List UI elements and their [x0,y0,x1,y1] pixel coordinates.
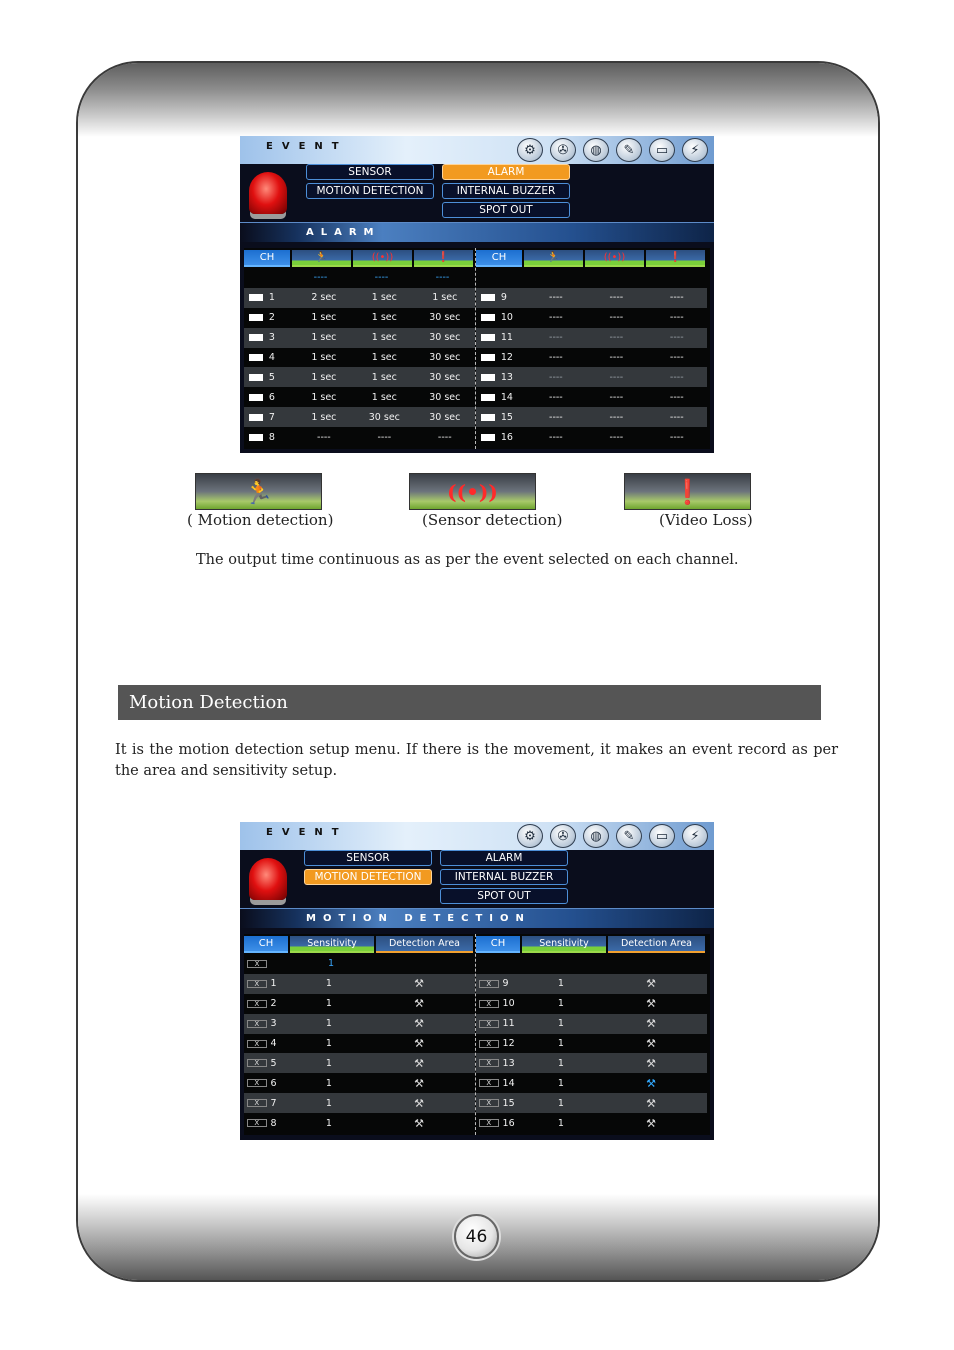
row-checkbox[interactable] [481,434,495,441]
motion-detection-caption: ( Motion detection) [187,511,334,529]
alarm-table [244,248,710,449]
row-checkbox[interactable] [481,374,495,381]
row-checkbox[interactable]: X [247,960,267,968]
table-header [476,250,707,267]
section-heading: Motion Detection [118,685,821,720]
wrench-icon[interactable]: ⚒ [414,1056,424,1070]
event-menu [306,164,572,220]
table-row: 4 1 sec 1 sec 30 sec [244,348,475,368]
table-row: X 15 1 ⚒ [476,1093,707,1113]
motion-person-icon: 🏃 [195,473,322,510]
table-row: X 6 1 ⚒ [244,1073,475,1093]
motion-table [244,934,710,1135]
sensor-button[interactable]: SENSOR [306,164,434,180]
table-row: 9 ---- ---- ---- [476,288,707,308]
sensor-icon: ((•)) [409,473,536,510]
section-label: MOTION DETECTION [306,913,531,924]
table-row: 15 ---- ---- ---- [476,407,707,427]
video-loss-icon: ❗ [646,250,705,267]
page-number: 46 [454,1214,499,1259]
table-header [244,936,475,953]
title-bar [240,136,714,164]
table-row: 7 1 sec 30 sec 30 sec [244,407,475,427]
alarm-button[interactable]: ALARM [442,164,570,180]
screen-title: EVENT [266,827,348,838]
summary-video[interactable]: ---- [435,272,450,284]
motion-person-icon: 🏃 [292,250,351,267]
table-row: 11 ---- ---- ---- [476,328,707,348]
ch-header: CH [476,250,522,267]
row-checkbox[interactable]: X [247,1020,267,1028]
wrench-icon[interactable]: ⚒ [646,1076,656,1090]
motion-rows-left [244,954,475,1133]
table-row: 10 ---- ---- ---- [476,308,707,328]
alarm-screen [240,136,714,453]
wrench-icon[interactable]: ⚒ [646,1037,656,1050]
table-row: 14 ---- ---- ---- [476,387,707,407]
wrench-icon[interactable]: ⚒ [646,1056,656,1070]
table-row: X 9 1 ⚒ [476,974,707,994]
wrench-icon[interactable]: ⚒ [414,1076,424,1090]
internal-buzzer-button[interactable]: INTERNAL BUZZER [440,869,568,885]
video-loss-caption: (Video Loss) [659,511,753,529]
table-row: 13 ---- ---- ---- [476,367,707,387]
globe-icon[interactable]: ◍ [583,824,609,848]
motion-rows-right [476,954,707,1133]
video-loss-icon: ❗ [414,250,473,267]
row-checkbox[interactable] [249,294,263,301]
reel-icon[interactable]: ✇ [550,824,576,848]
motion-person-icon: 🏃 [524,250,583,267]
row-checkbox[interactable]: X [479,1119,499,1127]
row-checkbox[interactable] [481,294,495,301]
table-row: 12 ---- ---- ---- [476,348,707,368]
summary-row [244,954,475,974]
alarm-button[interactable]: ALARM [440,850,568,866]
alarm-rows-left [244,268,475,447]
sensor-detection-caption: (Sensor detection) [422,511,563,529]
table-row: X 7 1 ⚒ [244,1093,475,1113]
spot-out-button[interactable]: SPOT OUT [442,202,570,218]
gear-icon[interactable]: ⚙ [517,138,543,162]
video-loss-icon: ❗ [624,473,751,510]
section-bar [240,222,714,242]
pen-icon[interactable]: ✎ [616,824,642,848]
table-row: X 16 1 ⚒ [476,1113,707,1133]
section-bar [240,908,714,928]
row-checkbox[interactable]: X [247,1099,267,1107]
sensor-button[interactable]: SENSOR [304,850,432,866]
row-checkbox[interactable] [249,334,263,341]
row-checkbox[interactable]: X [479,1059,499,1067]
monitor-icon[interactable]: ▭ [649,138,675,162]
row-checkbox[interactable]: X [247,1000,267,1008]
row-checkbox[interactable]: X [247,1040,267,1048]
monitor-icon[interactable]: ▭ [649,824,675,848]
table-row: 3 1 sec 1 sec 30 sec [244,328,475,348]
table-row: X 10 1 ⚒ [476,994,707,1014]
row-checkbox[interactable]: X [479,1020,499,1028]
table-row: X 8 1 ⚒ [244,1113,475,1133]
table-row: 2 1 sec 1 sec 30 sec [244,308,475,328]
wrench-icon[interactable]: ⚒ [646,1096,656,1110]
motion-detection-screen [240,822,714,1140]
table-row: X 13 1 ⚒ [476,1053,707,1073]
globe-icon[interactable]: ◍ [583,138,609,162]
pen-icon[interactable]: ✎ [616,138,642,162]
table-row: 6 1 sec 1 sec 30 sec [244,387,475,407]
motion-table-left [244,934,475,1135]
table-row: X 12 1 ⚒ [476,1034,707,1054]
motion-table-right [476,934,707,1135]
table-row: X 2 1 ⚒ [244,994,475,1014]
row-checkbox[interactable] [249,354,263,361]
sensitivity-header: Sensitivity [290,936,374,953]
row-checkbox[interactable]: X [479,1000,499,1008]
table-row: X 3 1 ⚒ [244,1014,475,1034]
wrench-icon[interactable]: ⚒ [646,997,656,1011]
title-bar [240,822,714,850]
row-checkbox[interactable] [481,394,495,401]
table-row: 5 1 sec 1 sec 30 sec [244,367,475,387]
alarm-icon[interactable]: ⚡ [682,138,708,162]
section-label: ALARM [306,227,381,238]
table-row: X 11 1 ⚒ [476,1014,707,1034]
internal-buzzer-button[interactable]: INTERNAL BUZZER [442,183,570,199]
row-checkbox[interactable] [481,314,495,321]
alarm-icon[interactable]: ⚡ [682,824,708,848]
row-checkbox[interactable] [481,334,495,341]
alarm-rows-right [476,268,707,447]
table-row: X 14 1 ⚒ [476,1073,707,1093]
siren-icon [249,858,287,900]
row-checkbox[interactable]: X [247,1079,267,1087]
row-checkbox[interactable]: X [479,1079,499,1087]
table-row: 8 ---- ---- ---- [244,427,475,447]
row-checkbox[interactable] [249,434,263,441]
summary-sensitivity[interactable]: 1 [327,958,335,970]
table-row: 1 2 sec 1 sec 1 sec [244,288,475,308]
ch-header: CH [476,936,520,953]
row-checkbox[interactable] [481,354,495,361]
sensor-icon: ((•)) [353,250,412,267]
wrench-icon[interactable]: ⚒ [414,1017,424,1031]
row-checkbox[interactable]: X [479,1099,499,1107]
summary-row [476,954,707,974]
reel-icon[interactable]: ✇ [550,138,576,162]
wrench-icon[interactable]: ⚒ [646,1017,656,1031]
summary-motion[interactable]: ---- [313,272,328,284]
wrench-icon[interactable]: ⚒ [646,977,656,991]
toolbar-icons [517,824,708,848]
row-checkbox[interactable] [481,414,495,421]
table-row: X 5 1 ⚒ [244,1053,475,1073]
row-checkbox[interactable]: X [247,1059,267,1067]
row-checkbox[interactable]: X [479,1040,499,1048]
row-checkbox[interactable] [249,314,263,321]
ch-header: CH [244,250,290,267]
screen-title: EVENT [266,141,348,152]
summary-row [244,268,475,288]
wrench-icon[interactable]: ⚒ [414,1096,424,1110]
alarm-table-right [476,248,707,449]
row-checkbox[interactable] [249,374,263,381]
motion-detection-button[interactable]: MOTION DETECTION [306,183,434,199]
row-checkbox[interactable] [249,394,263,401]
summary-row [476,268,707,288]
row-checkbox[interactable]: X [479,980,499,988]
ch-header: CH [244,936,288,953]
alarm-table-left [244,248,475,449]
wrench-icon[interactable]: ⚒ [414,977,424,991]
output-time-text: The output time continuous as as per the event selected on each channel. [196,552,739,568]
detection-area-header: Detection Area [376,936,473,953]
spot-out-button[interactable]: SPOT OUT [440,888,568,904]
wrench-icon[interactable]: ⚒ [414,997,424,1011]
detection-area-header: Detection Area [608,936,705,953]
toolbar-icons [517,138,708,162]
wrench-icon[interactable]: ⚒ [414,1037,424,1050]
gear-icon[interactable]: ⚙ [517,824,543,848]
row-checkbox[interactable]: X [247,980,267,988]
motion-description: It is the motion detection setup menu. If there is the movement, it makes an event record as per the area and sensitivity setup. [115,742,838,779]
event-menu [304,850,570,906]
table-row: X 1 1 ⚒ [244,974,475,994]
row-checkbox[interactable]: X [247,1119,267,1127]
sensitivity-header: Sensitivity [522,936,606,953]
siren-icon [249,172,287,214]
motion-detection-button[interactable]: MOTION DETECTION [304,869,432,885]
table-row: X 4 1 ⚒ [244,1034,475,1054]
table-row: 16 ---- ---- ---- [476,427,707,447]
table-header [244,250,475,267]
sensor-icon: ((•)) [585,250,644,267]
header-band [78,63,878,137]
wrench-icon[interactable]: ⚒ [414,1116,424,1130]
table-header [476,936,707,953]
wrench-icon[interactable]: ⚒ [646,1116,656,1130]
row-checkbox[interactable] [249,414,263,421]
summary-sensor[interactable]: ---- [374,272,389,284]
